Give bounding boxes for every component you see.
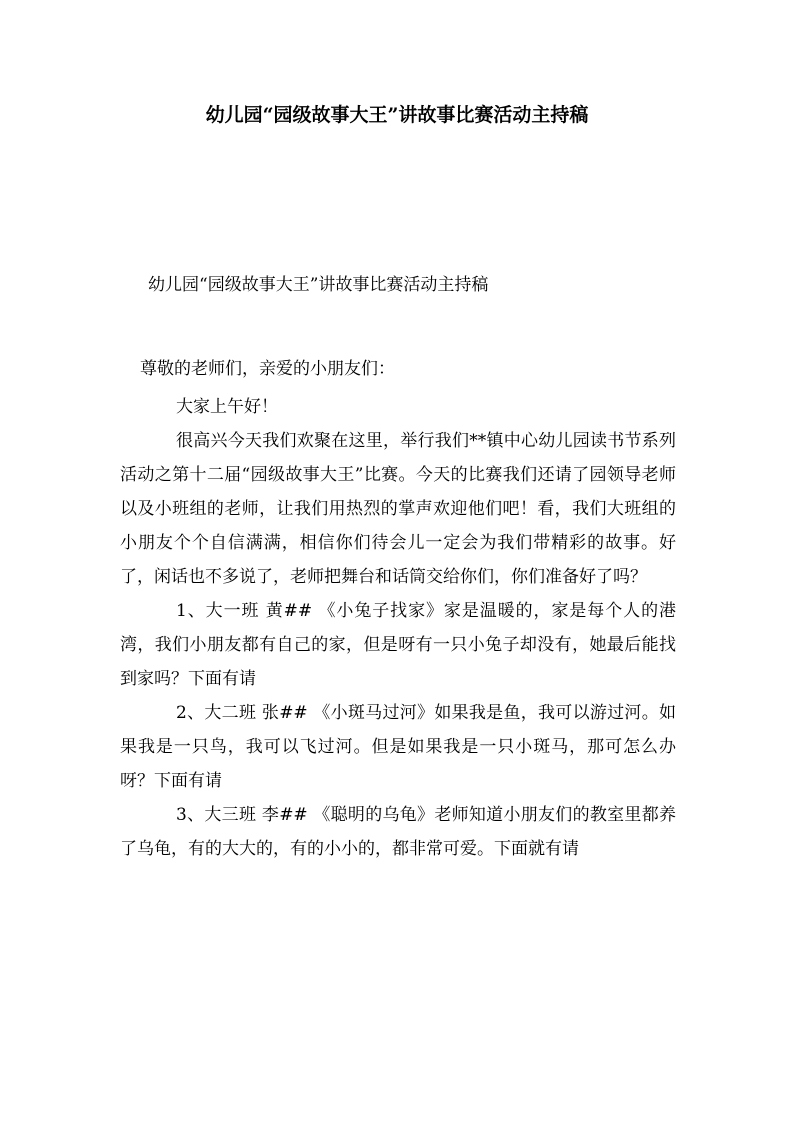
paragraph-item-2: 2、大二班 张## 《小斑马过河》如果我是鱼，我可以游过河。如果我是一只鸟，我可以飞过河。但是如果我是一只小斑马，那可怎么办呀？下面有请: [120, 703, 676, 791]
paragraph-intro: 很高兴今天我们欢聚在这里，举行我们**镇中心幼儿园读书节系列活动之第十二届“园级故事大王”比赛。今天的比赛我们还请了园领导老师以及小班组的老师，让我们用热烈的掌声欢迎他们吧！看，我们大班组的小朋友个个自信满满，相信你们待会儿一定会为我们带精彩的故事。好了，闲话也不多说了，老师把舞台和话筒交给你们，你们准备好了吗？: [120, 431, 676, 587]
document-subtitle: 幼儿园“园级故事大王”讲故事比赛活动主持稿: [148, 275, 489, 295]
paragraph-greeting: 大家上午好！: [176, 397, 278, 417]
paragraph-item-3: 3、大三班 李## 《聪明的乌龟》老师知道小朋友们的教室里都养了乌龟，有的大大的，有的小小的，都非常可爱。下面就有请: [120, 805, 676, 859]
paragraph-item-1: 1、大一班 黄## 《小兔子找家》家是温暖的，家是每个人的港湾，我们小朋友都有自己的家，但是呀有一只小兔子却没有，她最后能找到家吗？下面有请: [120, 601, 676, 689]
salutation: 尊敬的老师们，亲爱的小朋友们：: [140, 359, 395, 379]
document-title: 幼儿园“园级故事大王”讲故事比赛活动主持稿: [205, 104, 589, 126]
document-body: [120, 390, 676, 866]
